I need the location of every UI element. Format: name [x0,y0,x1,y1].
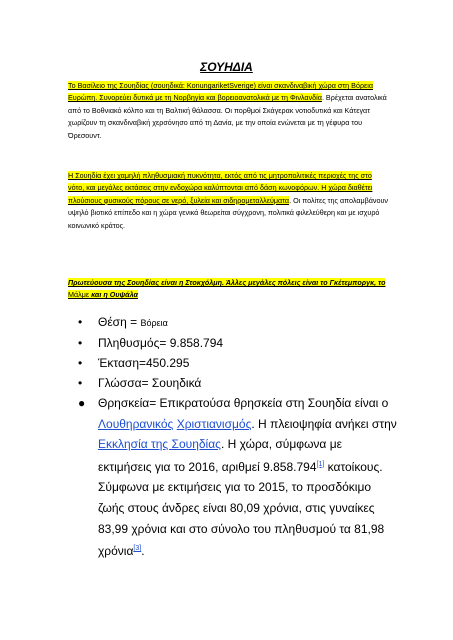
bullet-icon: • [78,376,83,390]
list-item-population [68,333,398,353]
religion-stats-2: κατοίκους. Σύμφωνα με εκτιμήσεις για το 2015, το προσδόκιμο ζωής στους άνδρες είναι 80,09 χρόνια, στις γυναίκες 83,99 χρόνια και στο σύνολο του πληθυσμού τα 81,98 χρόνια [98,459,385,559]
religion-intro: Θρησκεία= Επικρατούσα θρησκεία στη Σουηδία είναι ο [98,396,389,410]
reference-link-3[interactable]: [3] [133,545,142,553]
population-text: Πληθυσμός= 9.858.794 [98,336,224,350]
cities-text-3: και η Ουψάλα [89,290,138,300]
bullet-icon: • [78,315,83,329]
intro-paragraph [68,80,390,142]
location-label: Θέση = [98,315,141,329]
religion-end: . [141,544,145,559]
list-item-location [68,312,398,333]
religion-stats: . Η χώρα, σύμφωνα με εκτιμήσεις για το 2016, αριθμεί 9.858.794 [98,437,342,474]
facts-list [68,312,398,562]
church-of-sweden-link[interactable]: Εκκλησία της Σουηδίας [98,437,221,452]
reference-link-1[interactable]: [1] [316,460,325,468]
list-item-area [68,353,398,373]
intro-highlighted-text: Το Βασίλειο της Σουηδίας (σουηδικά: KonungariketSverige) είναι σκανδιναβική χώρα στη Βόρεια Ευρώπη. Συνορεύει δυτικά με τη Νορβηγία και βορειοανατολικά με τη Φινλανδία [68,81,374,103]
list-item-language [68,373,398,393]
cities-text-1: Πρωτεύουσα της Σουηδίας είναι η Στοκχόλμη. Άλλες μεγάλες πόλεις είναι το Γκέτεμποργκ, το [68,278,386,287]
christianity-link[interactable]: Χριστιανισμός [176,416,252,431]
page-title: ΣΟΥΗΔΙΑ [200,60,253,74]
geography-rest-text: . Οι πολίτες της απολαμβάνουν υψηλό βιοτικό επίπεδο και η χώρα γενικά θεωρείται σύγχρονη, πολιτικά φιλελεύθερη και με ισχυρό κοινωνικό κράτος. [68,195,389,230]
intro-rest-text: . Βρέχεται ανατολικά από το Βοθνιακό κόλπο και τη Βαλτική θάλασσα. Οι πορθμοί Σκάγερακ νοτιοδυτικά και Κάτεγατ χωρίζουν τη σκανδιναβική χερσόνησο από τη Δανία, με την οποία ενώνεται με τη γέφυρα του Όρεσουντ. [68,93,387,140]
list-item-religion [68,393,398,562]
area-text: Έκταση=450.295 [98,356,190,370]
bullet-icon: • [78,356,83,370]
location-value: Βόρεια [140,318,168,328]
geography-highlighted-text: Η Σουηδία έχει χαμηλή πληθυσμιακή πυκνότητα, εκτός από τις μητροπολιτικές περιοχές της στο νότο, και μεγάλες εκτάσεις στην ενδοχώρα καλύπτονται από δάση κωνοφόρων. Η χώρα διαθέτει πλούσιους φυσικούς πόρους σε νερό, ξυλεία και σιδηρομεταλλεύματα [68,171,373,205]
bullet-icon: • [78,336,83,350]
cities-paragraph [68,277,390,302]
cities-text-malmo: Μάλμε [68,290,90,300]
religion-mid: . Η πλειοψηφία ανήκει στην [251,416,397,431]
lutheran-link[interactable]: Λουθηρανικός [98,416,174,431]
geography-paragraph [68,170,390,232]
language-text: Γλώσσα= Σουηδικά [98,376,202,390]
bullet-icon: ● [78,396,86,410]
